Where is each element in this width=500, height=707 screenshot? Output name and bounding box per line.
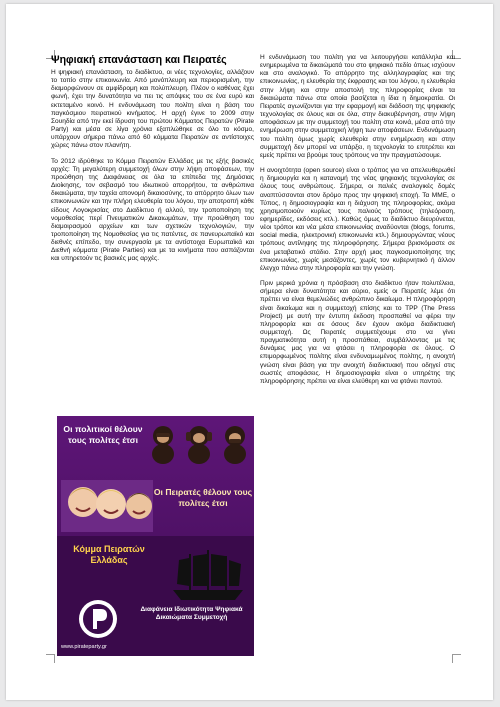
left-column — [51, 54, 254, 271]
right-paragraph-3: Πριν μερικά χρόνια η πρόσβαση στο διαδίκτυο ήταν πολυτέλεια, σήμερα είναι δυνατότητα και αύριο, εμείς οι Πειρατές λέμε ότι πρέπει να είναι θεμελιώδες ανθρώπινο δικαίωμα. Η πληροφόρηση είναι δικαίωμα και η συμμετοχή επίσης και το TPP (The Press Project) με αυτή την έντυπη έκδοση προσπαθεί να φέρει την πληροφορία και σε όσους δεν έχουν ακόμα διαδικτυακή συμμετοχή. Ως Πειρατές συμμετέχουμε στο να γίνει πραγματικότητα αυτή η προσπάθεια, συμβάλλοντας με τις δυνάμεις μας για να φτάσει η πληροφορία σε όλους. Ο επιμορφωμένος πολίτης είναι ενδυναμωμένος πολίτης, η ανοιχτή γνώση είναι βάση για την ανοιχτή διαδικτυακή που οδηγεί στις σωστές αποφάσεις. Η δημοσιογραφία είναι ο υπηρέτης της πληροφόρησης πρέπει να είναι ελεύθερη και να φτάνει παντού. — [260, 280, 455, 385]
poster-values: Διαφάνεια Ιδιωτικότητα Ψηφιακά Δικαιώματα Συμμετοχή — [140, 606, 243, 621]
poster-headline-politicians: Οι πολιτικοί θέλουν τους πολίτες έτσι — [63, 424, 143, 445]
left-paragraph-2: Το 2012 ιδρύθηκε το Κόμμα Πειρατών Ελλάδας με τις εξής βασικές αρχές: Τη μεγαλύτερη συμμετοχή όλων στην λήψη αποφάσεων, την προώθηση της Διαφάνειας σε όλα τα επίπεδα της Δημόσιας Διοίκησης, τον σεβασμό του ιδιωτικού απορρήτου, τα ανθρώπινα δικαιώματα, την ταχεία απονομή δικαιοσύνης, το απόρρητο όλων των επικοινωνιών και την πλήρη ελευθερία του λόγου, την αποτροπή κάθε είδους Λογοκρισίας στο Διαδίκτυο ή αλλού, την τροποποίηση της νομοθεσίας περί Πνευματικών Δικαιωμάτων, την προώθηση του διαμοιρασμού αρχείων και των σχετικών τεχνολογιών, την τροποποίηση της Νομοθεσίας για τις πατέντες, σε πανευρωπαϊκό και διεθνές επίπεδο, την συνεργασία με τα αντίστοιχα Ευρωπαϊκά και Διεθνή κόμματα (Pirate Parties) και με τα κινήματα που ασπάζονται και υπηρετούν τις βασικές μας αρχές. — [51, 157, 254, 263]
right-column — [260, 54, 455, 393]
pirate-party-logo-icon — [77, 598, 119, 640]
three-monkeys-icon — [145, 420, 253, 464]
pirate-party-poster — [57, 416, 254, 656]
document-page — [6, 4, 493, 700]
poster-url: www.pirateparty.gr — [61, 644, 107, 650]
pirate-ship-icon — [165, 546, 251, 604]
article-title: Ψηφιακή επανάσταση και Πειρατές — [51, 54, 227, 66]
poster-party-name: Κόμμα Πειρατών Ελλάδας — [73, 544, 145, 565]
left-paragraph-1: Η ψηφιακή επανάσταση, το διαδίκτυο, οι νέες τεχνολογίες, αλλάζουν το τοπίο στην επικοινωνία. Από μονόπλευρη και περιορισμένη, την διαμορφώνουν σε αμφίδρομη και πολύπλευρη. Πλέον ο καθένας έχει φωνή, έχει την δυνατότητα να πει τις απόψεις του σε ένα ευρύ και εκτεταμένο κοινό. Η ενδυνάμωση του πολίτη είναι η βάση του παγκόσμιου πειρατικού κινήματος. Η αρχή έγινε το 2009 στην Σουηδία από την εκεί ίδρυση του πρώτου Κόμματος Πειρατών (Pirate Party) και μέσα σε λίγα χρόνια εξαπλώθηκε σε όλο το κόσμο, υπάρχουν σήμερα πάνω από 60 κόμματα Πειρατών σε αντίστοιχες χώρες πάνω στον πλανήτη. — [51, 69, 254, 150]
happy-children-icon — [61, 480, 153, 532]
poster-headline-pirates: Οι Πειρατές θέλουν τους πολίτες έτσι — [153, 487, 253, 508]
margin-marker-bottom-left — [46, 654, 55, 663]
margin-marker-bottom-right — [452, 654, 461, 663]
right-paragraph-2: Η ανοιχτότητα (open source) είναι ο τρόπος για να απελευθερωθεί η δημιουργία και η κατανομή της νέας ψηφιακής τεχνολογίας σε όλους τους ανθρώπους. Σήμερα, οι παλιές αναλογικές δομές αναπτύσσονται στον δρόμο προς την ψηφιακή εποχή. Τα ΜΜΕ, ο Τύπος, η δημοσιογραφία και η διάχυση της πληροφορίας, ακόμα χρησιμοποιούν κυρίως τους παλιούς τρόπους (τηλεόραση, εφημερίδες, εκδόσεις κτλ.). Καθώς όμως το διαδίκτυο διευρύνεται, νέοι τρόποι και νέα μέσα επικοινωνίας αναδύονται (blogs, forums, social media, ηλεκτρονική επικοινωνία κτλ.) δημιουργώντας νέους τρόπους αντίληψης της πληροφόρησης. Σήμερα βρισκόμαστε σε ένα μεταβατικό στάδιο. Στην αρχή μιας παγκοσμιοποίησης της επικοινωνίας, χωρίς μεσάζοντες, χωρίς τον κυβερνητικό ή άλλον έλεγχο πάνω στην πληροφορία και την γνώση. — [260, 167, 455, 272]
right-paragraph-1: Η ενδυνάμωση του πολίτη για να λειτουργήσει κατάλληλα και ενημερωμένα τα δικαιώματά του στο ψηφιακό πεδίο όπως ισχύουν και στο αναλογικό. Το απόρρητο της αλληλογραφίας και της επικοινωνίας, η ελευθερία της έκφρασης και του λόγου, η ελευθερία στην λήψη και στην αποστολή της πληροφορίας είναι τα δικαιώματα πάνω στα οποία βασίζεται η ίδια η δημοκρατία. Οι Πειρατές αγωνίζονται για την εφαρμογή και διάδοση της ψηφιακής τεχνολογίας σε όλους και σε όλα, στην διακυβέρνηση, στην λήψη αποφάσεων με την συμμετοχή του πολίτη στα κοινά, μέσα από την ενημέρωση στην συμμετοχική λήψη των αποφάσεων. Ενδυνάμωση του πολίτη όμως χωρίς ελευθερία στην ενημέρωση και στην συμμετοχή δεν μπορεί να υπάρξει, η τεχνολογία το επιτρέπει και εμείς πρέπει να βρούμε τους τρόπους να την πραγματώσουμε. — [260, 54, 455, 159]
